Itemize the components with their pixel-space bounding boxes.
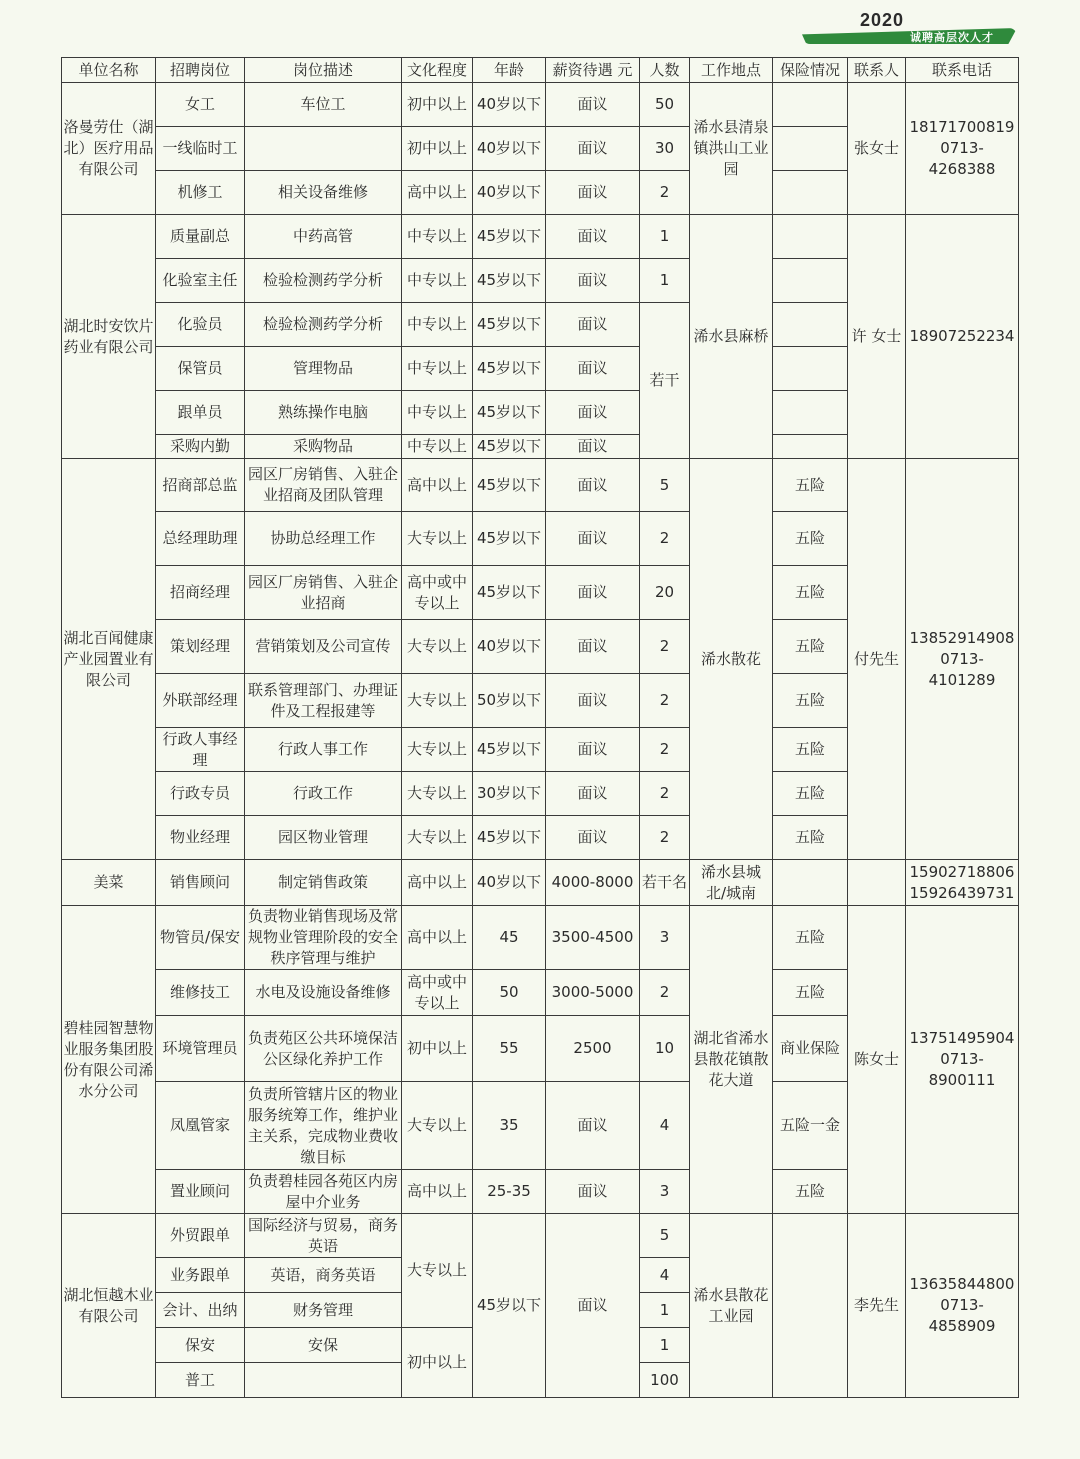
contact-phone	[906, 1214, 1019, 1398]
salary: 面议	[546, 512, 640, 566]
headcount: 2	[640, 512, 690, 566]
headcount: 2	[640, 970, 690, 1016]
salary: 3000-5000	[546, 970, 640, 1016]
header-row	[62, 58, 1019, 83]
job-description: 行政工作	[245, 772, 402, 816]
education: 高中以上	[402, 1170, 473, 1214]
age-limit: 45岁以下	[473, 728, 546, 772]
insurance	[773, 435, 848, 459]
job-description: 负责碧桂园各苑区内房屋中介业务	[245, 1170, 402, 1214]
job-position: 行政人事经理	[156, 728, 245, 772]
job-description: 营销策划及公司宣传	[245, 620, 402, 674]
salary: 面议	[546, 215, 640, 259]
education: 大专以上	[402, 772, 473, 816]
education: 中专以上	[402, 435, 473, 459]
age-limit: 45岁以下	[473, 303, 546, 347]
work-location: 浠水散花	[690, 459, 773, 860]
phone-landline: 0713-4858909	[928, 1296, 996, 1335]
headcount: 1	[640, 1293, 690, 1328]
salary: 面议	[546, 728, 640, 772]
job-position: 保管员	[156, 347, 245, 391]
education: 高中以上	[402, 459, 473, 512]
table-row	[62, 906, 1019, 970]
age-limit: 45	[473, 906, 546, 970]
job-position: 招商经理	[156, 566, 245, 620]
headcount: 4	[640, 1258, 690, 1293]
contact-person: 张女士	[848, 83, 906, 215]
insurance	[773, 347, 848, 391]
job-description: 负责苑区公共环境保洁 公区绿化养护工作	[245, 1016, 402, 1082]
header-cell: 单位名称	[62, 58, 156, 83]
job-position: 外贸跟单	[156, 1214, 245, 1258]
age-limit: 50岁以下	[473, 674, 546, 728]
insurance: 五险	[773, 459, 848, 512]
job-table	[61, 57, 1019, 1398]
age-limit: 40岁以下	[473, 620, 546, 674]
contact-phone	[906, 215, 1019, 459]
job-description: 检验检测药学分析	[245, 303, 402, 347]
salary: 2500	[546, 1016, 640, 1082]
insurance: 五险	[773, 816, 848, 860]
insurance	[773, 391, 848, 435]
job-position: 化验员	[156, 303, 245, 347]
job-description: 安保	[245, 1328, 402, 1363]
table-row	[62, 83, 1019, 127]
education: 大专以上	[402, 512, 473, 566]
phone-mobile: 13852914908	[909, 628, 1015, 647]
header-cell: 联系电话	[906, 58, 1019, 83]
age-limit: 45岁以下	[473, 259, 546, 303]
contact-person: 李先生	[848, 1214, 906, 1398]
salary: 面议	[546, 127, 640, 171]
job-position: 保安	[156, 1328, 245, 1363]
company-name: 湖北百闻健康产业园置业有限公司	[62, 459, 156, 860]
job-description: 园区厂房销售、入驻企业招商	[245, 566, 402, 620]
phone-mobile: 15902718806	[909, 862, 1015, 881]
age-limit: 45岁以下	[473, 459, 546, 512]
education: 中专以上	[402, 259, 473, 303]
age-limit: 45岁以下	[473, 512, 546, 566]
education: 初中以上	[402, 1328, 473, 1398]
headcount: 100	[640, 1363, 690, 1398]
insurance	[773, 171, 848, 215]
job-description: 管理物品	[245, 347, 402, 391]
header-cell: 文化程度	[402, 58, 473, 83]
age-limit: 40岁以下	[473, 83, 546, 127]
insurance	[773, 303, 848, 347]
job-position: 置业顾问	[156, 1170, 245, 1214]
age-limit: 40岁以下	[473, 860, 546, 906]
job-position: 物管员/保安	[156, 906, 245, 970]
job-position: 跟单员	[156, 391, 245, 435]
age-limit: 35	[473, 1082, 546, 1170]
job-position: 采购内勤	[156, 435, 245, 459]
work-location: 浠水县清泉镇洪山工业园	[690, 83, 773, 215]
company-name: 碧桂园智慧物业服务集团股份有限公司浠水分公司	[62, 906, 156, 1214]
job-position: 机修工	[156, 171, 245, 215]
banner-slogan: 诚聘高层次人才	[910, 31, 994, 44]
salary: 面议	[546, 391, 640, 435]
table-row	[62, 459, 1019, 512]
education: 中专以上	[402, 215, 473, 259]
header-cell: 人数	[640, 58, 690, 83]
headcount: 2	[640, 620, 690, 674]
job-position: 销售顾问	[156, 860, 245, 906]
contact-person: 许 女士	[848, 215, 906, 459]
header-cell: 年龄	[473, 58, 546, 83]
job-description: 检验检测药学分析	[245, 259, 402, 303]
insurance: 五险	[773, 620, 848, 674]
headcount: 20	[640, 566, 690, 620]
salary: 面议	[546, 620, 640, 674]
education: 高中以上	[402, 860, 473, 906]
education: 大专以上	[402, 674, 473, 728]
insurance	[773, 860, 848, 906]
contact-phone	[906, 906, 1019, 1214]
insurance: 五险	[773, 728, 848, 772]
insurance	[773, 127, 848, 171]
header-cell: 联系人	[848, 58, 906, 83]
job-description: 协助总经理工作	[245, 512, 402, 566]
table-row	[62, 215, 1019, 259]
headcount: 10	[640, 1016, 690, 1082]
age-limit: 45岁以下	[473, 816, 546, 860]
salary: 4000-8000	[546, 860, 640, 906]
insurance: 五险一金	[773, 1082, 848, 1170]
work-location: 浠水县麻桥	[690, 215, 773, 459]
job-description	[245, 1363, 402, 1398]
job-description: 国际经济与贸易，商务英语	[245, 1214, 402, 1258]
headcount: 4	[640, 1082, 690, 1170]
insurance: 商业保险	[773, 1016, 848, 1082]
age-limit: 45岁以下	[473, 215, 546, 259]
education: 大专以上	[402, 620, 473, 674]
salary: 面议	[546, 816, 640, 860]
education: 大专以上	[402, 1214, 473, 1328]
company-name: 湖北恒越木业有限公司	[62, 1214, 156, 1398]
salary: 面议	[546, 435, 640, 459]
job-position: 化验室主任	[156, 259, 245, 303]
banner-year: 2020	[860, 10, 905, 30]
headcount: 2	[640, 772, 690, 816]
header-cell: 岗位描述	[245, 58, 402, 83]
header-cell: 薪资待遇 元	[546, 58, 640, 83]
company-name: 美菜	[62, 860, 156, 906]
insurance	[773, 215, 848, 259]
salary: 面议	[546, 347, 640, 391]
work-location: 浠水县城北/城南	[690, 860, 773, 906]
job-position: 女工	[156, 83, 245, 127]
insurance: 五险	[773, 906, 848, 970]
header-cell: 保险情况	[773, 58, 848, 83]
salary: 面议	[546, 259, 640, 303]
headcount: 3	[640, 1170, 690, 1214]
headcount: 1	[640, 1328, 690, 1363]
contact-phone	[906, 860, 1019, 906]
age-limit: 55	[473, 1016, 546, 1082]
job-position: 维修技工	[156, 970, 245, 1016]
job-description: 采购物品	[245, 435, 402, 459]
header-cell: 招聘岗位	[156, 58, 245, 83]
education: 大专以上	[402, 816, 473, 860]
education: 高中或中专以上	[402, 566, 473, 620]
phone-landline: 0713-4101289	[928, 649, 996, 689]
education: 大专以上	[402, 1082, 473, 1170]
header-cell: 工作地点	[690, 58, 773, 83]
job-description: 车位工	[245, 83, 402, 127]
salary: 面议	[546, 772, 640, 816]
job-description: 相关设备维修	[245, 171, 402, 215]
job-position: 环境管理员	[156, 1016, 245, 1082]
education: 大专以上	[402, 728, 473, 772]
headcount: 3	[640, 906, 690, 970]
insurance: 五险	[773, 566, 848, 620]
job-description: 负责物业销售现场及常规物业管理阶段的安全秩序管理与维护	[245, 906, 402, 970]
education: 中专以上	[402, 391, 473, 435]
salary: 面议	[546, 459, 640, 512]
job-description: 行政人事工作	[245, 728, 402, 772]
job-description: 英语，商务英语	[245, 1258, 402, 1293]
insurance: 五险	[773, 512, 848, 566]
job-position: 总经理助理	[156, 512, 245, 566]
job-position: 外联部经理	[156, 674, 245, 728]
salary: 面议	[546, 1082, 640, 1170]
education: 高中以上	[402, 171, 473, 215]
job-position: 凤凰管家	[156, 1082, 245, 1170]
headcount: 1	[640, 215, 690, 259]
job-position: 物业经理	[156, 816, 245, 860]
company-name: 湖北时安饮片药业有限公司	[62, 215, 156, 459]
phone-mobile: 18171700819	[909, 118, 1015, 136]
phone-landline: 0713-4268388	[928, 139, 996, 178]
salary: 面议	[546, 1170, 640, 1214]
job-position: 招商部总监	[156, 459, 245, 512]
headcount: 5	[640, 1214, 690, 1258]
age-limit: 45岁以下	[473, 435, 546, 459]
headcount: 2	[640, 816, 690, 860]
education: 高中或中专以上	[402, 970, 473, 1016]
phone-mobile-2: 15926439731	[909, 883, 1015, 902]
insurance: 五险	[773, 1170, 848, 1214]
age-limit: 25-35	[473, 1170, 546, 1214]
job-description: 负责所管辖片区的物业服务统筹工作，维护业主关系，完成物业费收缴目标	[245, 1082, 402, 1170]
headcount: 2	[640, 728, 690, 772]
job-description: 熟练操作电脑	[245, 391, 402, 435]
job-description: 水电及设施设备维修	[245, 970, 402, 1016]
job-position: 会计、出纳	[156, 1293, 245, 1328]
salary: 面议	[546, 171, 640, 215]
age-limit: 40岁以下	[473, 171, 546, 215]
job-description: 园区厂房销售、入驻企业招商及团队管理	[245, 459, 402, 512]
job-position: 策划经理	[156, 620, 245, 674]
education: 初中以上	[402, 127, 473, 171]
job-position: 行政专员	[156, 772, 245, 816]
contact-phone	[906, 83, 1019, 215]
age-limit: 50	[473, 970, 546, 1016]
insurance: 五险	[773, 674, 848, 728]
salary: 面议	[546, 83, 640, 127]
job-description: 财务管理	[245, 1293, 402, 1328]
age-limit: 45岁以下	[473, 391, 546, 435]
job-position: 一线临时工	[156, 127, 245, 171]
headcount: 1	[640, 259, 690, 303]
headcount: 30	[640, 127, 690, 171]
headcount: 若干	[640, 303, 690, 459]
age-limit: 45岁以下	[473, 566, 546, 620]
salary: 面议	[546, 303, 640, 347]
headcount: 5	[640, 459, 690, 512]
education: 高中以上	[402, 906, 473, 970]
headcount: 50	[640, 83, 690, 127]
top-banner	[790, 8, 1025, 48]
insurance	[773, 83, 848, 127]
contact-phone	[906, 459, 1019, 860]
education: 初中以上	[402, 83, 473, 127]
headcount: 2	[640, 674, 690, 728]
contact-person: 付先生	[848, 459, 906, 860]
age-limit: 40岁以下	[473, 127, 546, 171]
headcount: 若干名	[640, 860, 690, 906]
job-description: 联系管理部门、办理证件及工程报建等	[245, 674, 402, 728]
education: 中专以上	[402, 303, 473, 347]
age-limit: 45岁以下	[473, 347, 546, 391]
salary: 面议	[546, 1214, 640, 1398]
phone-mobile: 13635844800	[909, 1275, 1015, 1293]
job-description	[245, 127, 402, 171]
work-location: 湖北省浠水县散花镇散花大道	[690, 906, 773, 1214]
education: 中专以上	[402, 347, 473, 391]
job-position: 质量副总	[156, 215, 245, 259]
job-position: 业务跟单	[156, 1258, 245, 1293]
insurance	[773, 259, 848, 303]
job-description: 中药高管	[245, 215, 402, 259]
age-limit: 45岁以下	[473, 1214, 546, 1398]
insurance: 五险	[773, 772, 848, 816]
job-description: 制定销售政策	[245, 860, 402, 906]
insurance	[773, 1214, 848, 1398]
job-description: 园区物业管理	[245, 816, 402, 860]
salary: 面议	[546, 566, 640, 620]
work-location: 浠水县散花工业园	[690, 1214, 773, 1398]
job-position: 普工	[156, 1363, 245, 1398]
phone-landline: 0713-8900111	[928, 1050, 996, 1089]
company-name: 洛曼劳仕（湖北）医疗用品有限公司	[62, 83, 156, 215]
phone-mobile: 18907252234	[909, 327, 1015, 345]
table-row	[62, 860, 1019, 906]
insurance: 五险	[773, 970, 848, 1016]
headcount: 2	[640, 171, 690, 215]
table-row	[62, 1214, 1019, 1258]
contact-person	[848, 860, 906, 906]
salary: 面议	[546, 674, 640, 728]
contact-person: 陈女士	[848, 906, 906, 1214]
age-limit: 30岁以下	[473, 772, 546, 816]
salary: 3500-4500	[546, 906, 640, 970]
phone-mobile: 13751495904	[909, 1029, 1015, 1047]
education: 初中以上	[402, 1016, 473, 1082]
